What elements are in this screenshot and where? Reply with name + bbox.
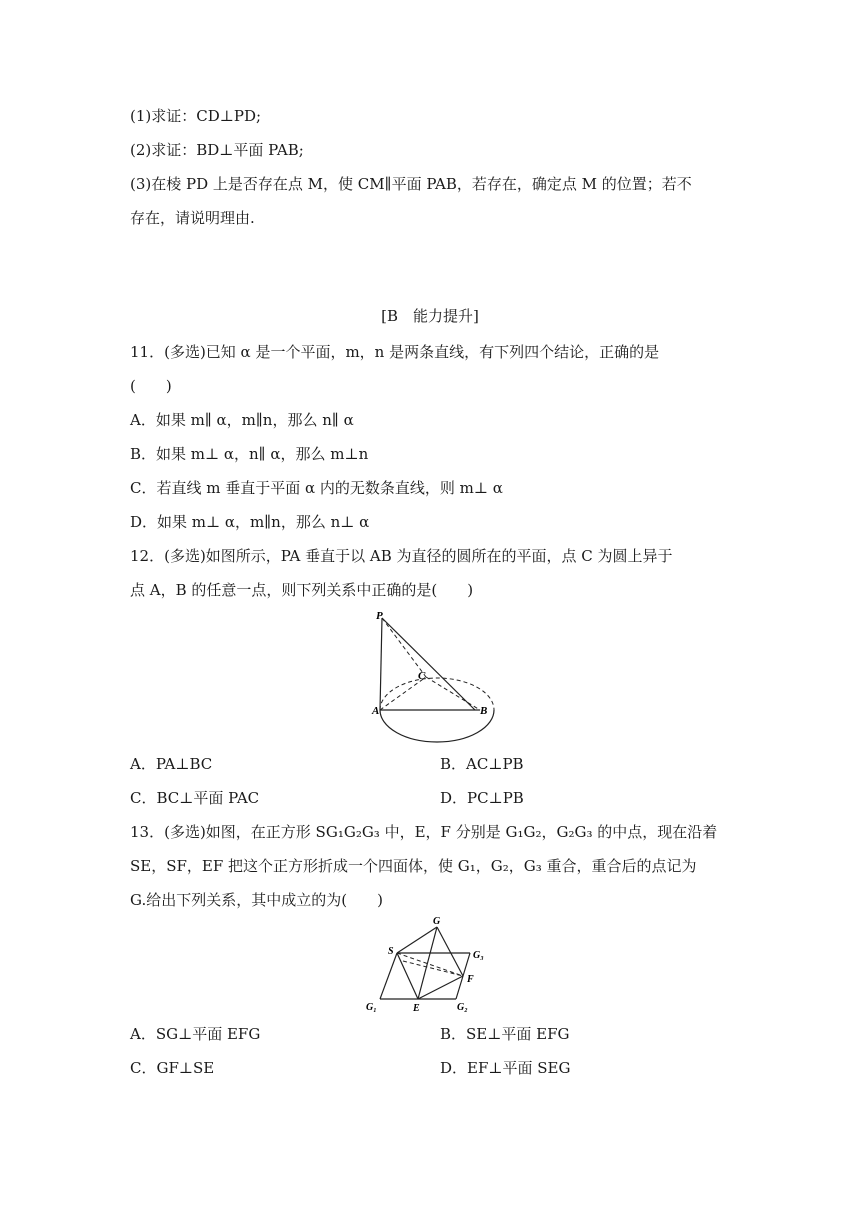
q12-label-p: P (376, 610, 383, 622)
q11-stem-line1: 11．(多选)已知 α 是一个平面，m，n 是两条直线，有下列四个结论，正确的是 (130, 343, 660, 361)
q13-label-g1: G₁ (366, 1002, 377, 1013)
q12-option-d: D．PC⊥PB (440, 789, 524, 807)
q12-label-b: B (480, 705, 488, 717)
q11-option-a: A．如果 m∥ α，m∥n，那么 n∥ α (130, 411, 354, 429)
q13-label-e: E (413, 1003, 420, 1014)
q11-option-b: B．如果 m⊥ α，n∥ α，那么 m⊥n (130, 445, 369, 463)
q13-label-g: G (433, 916, 441, 927)
q13-stem-line3: G.给出下列关系，其中成立的为( ) (130, 891, 383, 909)
q12-option-c: C．BC⊥平面 PAC (130, 789, 260, 807)
q10-part2: (2)求证：BD⊥平面 PAB; (130, 141, 304, 159)
q13-option-c: C．GF⊥SE (130, 1059, 215, 1077)
q12-figure (360, 605, 510, 745)
q13-option-a: A．SG⊥平面 EFG (130, 1025, 261, 1043)
section-title: [B 能力提升] (381, 307, 479, 325)
q10-part3-line2: 存在，请说明理由. (130, 209, 255, 227)
q12-stem-line1: 12．(多选)如图所示，PA 垂直于以 AB 为直径的圆所在的平面，点 C 为圆上异于 (130, 547, 673, 565)
q12-label-c: C (418, 670, 426, 682)
q12-stem-line2: 点 A，B 的任意一点，则下列关系中正确的是( ) (130, 581, 474, 599)
q13-option-d: D．EF⊥平面 SEG (440, 1059, 571, 1077)
q13-option-b: B．SE⊥平面 EFG (440, 1025, 570, 1043)
q12-option-b: B．AC⊥PB (440, 755, 524, 773)
q10-part1: (1)求证：CD⊥PD; (130, 107, 262, 125)
q11-stem-line2: ( ) (130, 377, 172, 395)
q11-option-c: C．若直线 m 垂直于平面 α 内的无数条直线，则 m⊥ α (130, 479, 503, 497)
q13-label-f: F (467, 974, 474, 985)
q13-stem-line1: 13．(多选)如图，在正方形 SG₁G₂G₃ 中，E，F 分别是 G₁G₂，G₂G₃ 的中点，现在沿着 (130, 823, 718, 841)
q13-label-s: S (388, 946, 394, 957)
q13-stem-line2: SE，SF，EF 把这个正方形折成一个四面体，使 G₁，G₂，G₃ 重合，重合后的点记为 (130, 857, 697, 875)
q11-option-d: D．如果 m⊥ α，m∥n，那么 n⊥ α (130, 513, 370, 531)
q12-label-a: A (372, 705, 380, 717)
q12-option-a: A．PA⊥BC (130, 755, 213, 773)
q10-part3-line1: (3)在棱 PD 上是否存在点 M，使 CM∥平面 PAB，若存在，确定点 M 的位置；若不 (130, 175, 692, 193)
q13-label-g3: G₃ (473, 950, 484, 961)
q13-figure (360, 912, 510, 1017)
q13-label-g2: G₂ (457, 1002, 468, 1013)
